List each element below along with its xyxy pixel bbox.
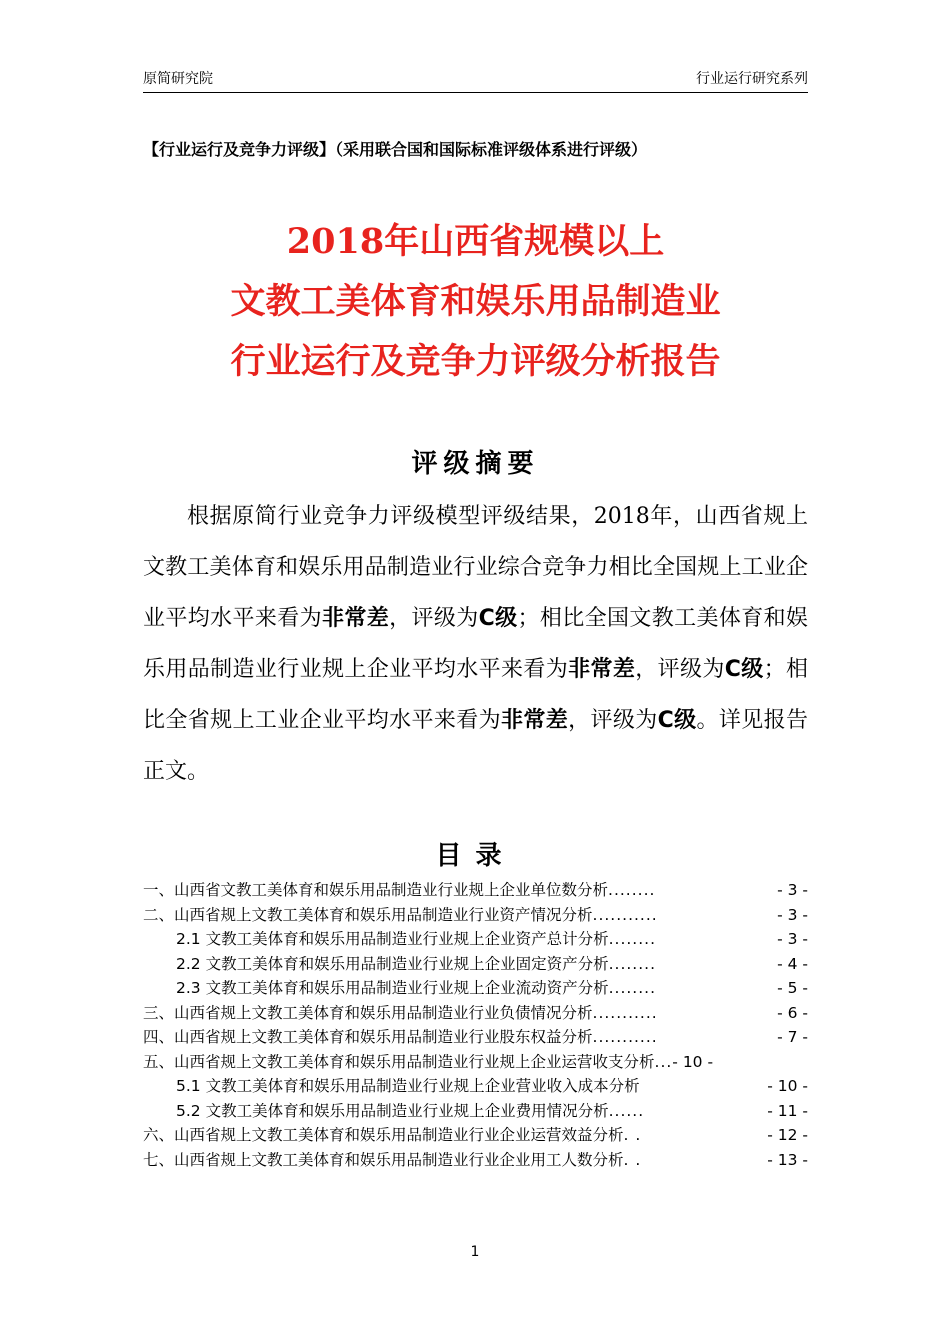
toc-page: - 11 - bbox=[767, 1101, 808, 1120]
toc-page: - 6 - bbox=[777, 1003, 808, 1022]
toc-entry-label: 四、山西省规上文教工美体育和娱乐用品制造业行业股东权益分析 bbox=[143, 1028, 593, 1046]
abstract-body bbox=[143, 491, 808, 797]
abstract-text: 根据原简行业竞争力评级模型评级结果，2018年，山西省规上文教工美体育和娱乐用品制造业行业综合竞争力相比全国规上工业企业平均水平来看为 bbox=[143, 504, 808, 631]
page-number: 1 bbox=[470, 1244, 480, 1260]
toc-entry-label: 三、山西省规上文教工美体育和娱乐用品制造业行业负债情况分析 bbox=[143, 1003, 593, 1022]
rating-grade: C级 bbox=[478, 606, 518, 631]
title-line-3: 行业运行及竞争力评级分析报告 bbox=[230, 341, 721, 382]
header-org: 原简研究院 bbox=[143, 71, 213, 87]
toc-entry-label: 七、山西省规上文教工美体育和娱乐用品制造业行业企业用工人数分析 bbox=[143, 1150, 624, 1169]
abstract-text: ，评级为 bbox=[568, 708, 658, 733]
toc-entry-label: 5.1 文教工美体育和娱乐用品制造业行业规上企业营业收入成本分析 bbox=[176, 1077, 640, 1095]
toc-entry[interactable] bbox=[143, 1025, 808, 1050]
toc-entry[interactable] bbox=[143, 1050, 808, 1075]
abstract-text: ，评级为 bbox=[389, 606, 479, 631]
toc-leader: ........ bbox=[608, 954, 657, 973]
title-line-1: 2018年山西省规模以上 bbox=[286, 221, 665, 262]
toc-page: - 13 - bbox=[767, 1150, 808, 1169]
abstract-text: ；相比全国文教工美体育和娱乐用品制造业行业规上企业平均水平来看为 bbox=[143, 606, 808, 682]
toc-entry-label: 2.1 文教工美体育和娱乐用品制造业行业规上企业资产总计分析 bbox=[176, 930, 609, 948]
toc-leader bbox=[640, 1074, 768, 1099]
toc-leader: ... bbox=[654, 1052, 673, 1071]
toc-page: - 12 - bbox=[767, 1126, 808, 1144]
abstract-text: ；相比全省规上工业企业平均水平来看为 bbox=[143, 657, 808, 733]
toc-entry-label: 一、山西省文教工美体育和娱乐用品制造业行业规上企业单位数分析 bbox=[143, 881, 609, 899]
rating-grade: C级 bbox=[724, 657, 764, 682]
toc-page: - 3 - bbox=[777, 881, 808, 899]
toc-leader: . . bbox=[623, 1126, 642, 1144]
report-title bbox=[143, 212, 808, 392]
rating-level: 非常差 bbox=[568, 657, 636, 682]
toc-entry[interactable] bbox=[143, 903, 808, 928]
toc-entry-label: 2.2 文教工美体育和娱乐用品制造业行业规上企业固定资产分析 bbox=[176, 954, 609, 973]
toc-entry-label: 二、山西省规上文教工美体育和娱乐用品制造业行业资产情况分析 bbox=[143, 905, 593, 924]
toc-page: - 10 - bbox=[767, 1077, 808, 1095]
toc-entry[interactable] bbox=[143, 976, 808, 1001]
toc-entry-label: 五、山西省规上文教工美体育和娱乐用品制造业行业规上企业运营收支分析 bbox=[143, 1052, 655, 1071]
toc-page: - 5 - bbox=[777, 979, 808, 997]
toc-entry[interactable] bbox=[143, 878, 808, 903]
abstract-heading: 评级摘要 bbox=[411, 449, 540, 479]
toc-leader: ........ bbox=[608, 930, 657, 948]
toc-page: - 4 - bbox=[777, 954, 808, 973]
toc-leader: ........... bbox=[592, 905, 658, 924]
toc-heading: 目录 bbox=[435, 841, 516, 871]
toc-entry[interactable] bbox=[143, 1001, 808, 1026]
table-of-contents bbox=[143, 878, 808, 1172]
toc-page: - 3 - bbox=[777, 930, 808, 948]
rating-level: 非常差 bbox=[500, 708, 569, 733]
toc-entry[interactable] bbox=[143, 1074, 808, 1099]
toc-entry-label: 六、山西省规上文教工美体育和娱乐用品制造业行业企业运营效益分析 bbox=[143, 1126, 624, 1144]
toc-entry[interactable] bbox=[143, 1099, 808, 1124]
rating-level: 非常差 bbox=[321, 606, 390, 631]
abstract-text: 。详见报告正文。 bbox=[143, 708, 808, 784]
toc-leader: ........... bbox=[592, 1028, 658, 1046]
toc-page: - 10 - bbox=[672, 1052, 714, 1071]
toc-page: - 3 - bbox=[777, 905, 808, 924]
abstract-text: ，评级为 bbox=[635, 657, 725, 682]
header-series: 行业运行研究系列 bbox=[696, 71, 808, 87]
toc-entry[interactable] bbox=[143, 952, 808, 977]
toc-entry[interactable] bbox=[143, 1148, 808, 1173]
toc-leader: ...... bbox=[608, 1101, 645, 1120]
rating-tagline: 【行业运行及竞争力评级】（采用联合国和国际标准评级体系进行评级） bbox=[143, 140, 648, 159]
page-header bbox=[143, 66, 808, 93]
toc-leader: ........ bbox=[608, 979, 657, 997]
toc-entry-label: 2.3 文教工美体育和娱乐用品制造业行业规上企业流动资产分析 bbox=[176, 979, 609, 997]
toc-entry[interactable] bbox=[143, 1123, 808, 1148]
abstract-paragraph bbox=[143, 491, 808, 797]
toc-leader: ........ bbox=[608, 881, 656, 899]
title-line-2: 文教工美体育和娱乐用品制造业 bbox=[230, 281, 721, 322]
toc-entry[interactable] bbox=[143, 927, 808, 952]
toc-leader: ........... bbox=[592, 1003, 658, 1022]
toc-page: - 7 - bbox=[777, 1028, 808, 1046]
rating-grade: C级 bbox=[657, 708, 697, 733]
toc-entry-label: 5.2 文教工美体育和娱乐用品制造业行业规上企业费用情况分析 bbox=[176, 1101, 609, 1120]
toc-leader: . . bbox=[623, 1150, 642, 1169]
